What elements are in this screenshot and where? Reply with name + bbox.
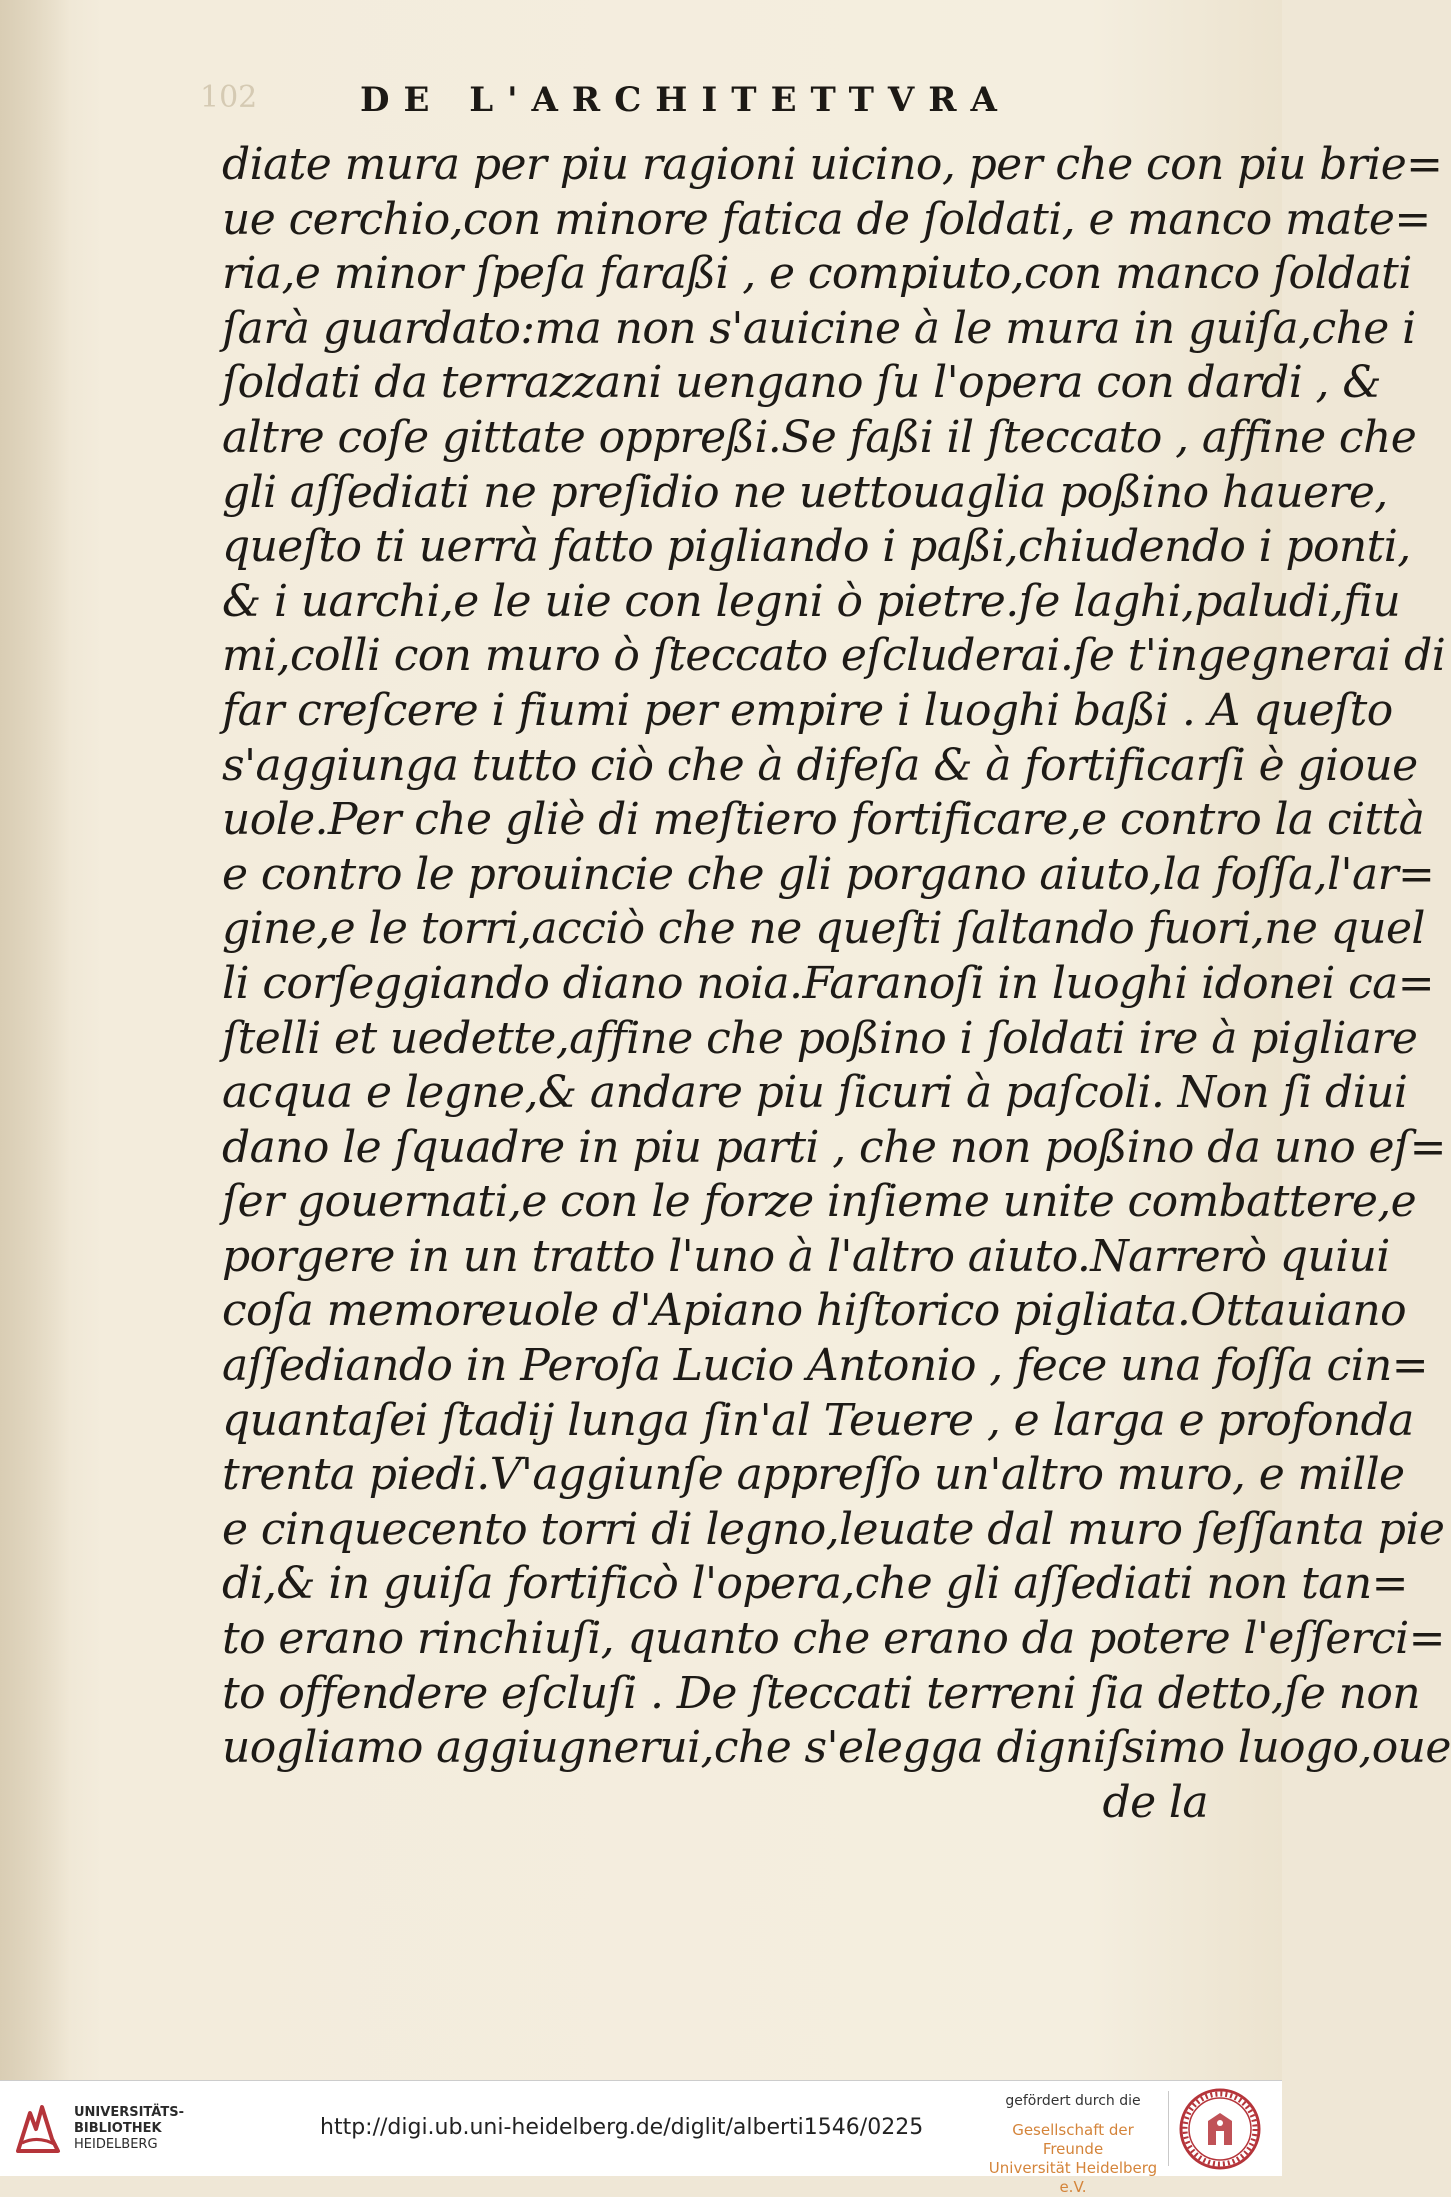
sponsor-name-line1[interactable]: Gesellschaft der Freunde	[1012, 2121, 1134, 2158]
university-seal-icon[interactable]	[1178, 2087, 1262, 2171]
sponsor-block	[980, 2093, 1166, 2197]
text-line: ſoldati da terrazzani uengano ſu l'opera con dardi , &	[222, 357, 1381, 409]
library-name-line3: HEIDELBERG	[74, 2137, 158, 2152]
library-name-line1: UNIVERSITÄTS-	[74, 2105, 184, 2120]
text-line: acqua e legne,& andare piu ſicuri à paſcoli. Non ſi diui	[222, 1067, 1408, 1119]
text-line: mi,colli con muro ò ſteccato eſcluderai.ſe t'ingegnerai di	[222, 630, 1446, 682]
catchword: de la	[1102, 1776, 1208, 1828]
gutter-shadow	[0, 0, 70, 2080]
text-line: ſtelli et uedette,affine che poßino i ſoldati ire à pigliare	[222, 1012, 1418, 1064]
text-line: gine,e le torri,acciò che ne queſti ſaltando fuori,ne quel	[222, 903, 1425, 955]
text-line: & i uarchi,e le uie con legni ò pietre.ſe laghi,paludi,fiu	[222, 575, 1401, 627]
running-title: DE L'ARCHITETTVRA	[360, 80, 1011, 120]
text-line: uole.Per che gliè di meſtiero fortificare,e contro la città	[222, 794, 1425, 846]
text-line: diate mura per piu ragioni uicino, per che con piu brie=	[222, 139, 1443, 190]
text-line: ſarà guardato:ma non s'auicine à le mura in guiſa,che i	[222, 302, 1416, 354]
text-line: ue cerchio,con minore fatica de ſoldati, e manco mate=	[222, 193, 1431, 245]
text-line: di,& in guiſa fortificò l'opera,che gli aſſediati non tan=	[222, 1558, 1408, 1610]
text-line: e cinquecento torri di legno,leuate dal muro ſeſſanta pie	[222, 1503, 1445, 1555]
permalink-url[interactable]: http://digi.ub.uni-heidelberg.de/diglit/alberti1546/0225	[320, 2115, 924, 2140]
text-line: quantaſei ſtadij lunga ſin'al Teuere , e larga e profonda	[222, 1394, 1414, 1446]
text-line: s'aggiunga tutto ciò che à difeſa & à fortificarſi è gioue	[222, 739, 1418, 791]
text-line: porgere in un tratto l'uno à l'altro aiuto.Narrerò quiui	[222, 1230, 1390, 1282]
text-line: far creſcere i fiumi per empire i luoghi baßi . A queſto	[222, 684, 1393, 736]
library-name	[74, 2105, 184, 2153]
text-line: e contro le prouincie che gli porgano aiuto,la foſſa,l'ar=	[222, 848, 1435, 900]
text-line: li corſeggiando diano noia.Faranoſi in luoghi idonei ca=	[222, 957, 1435, 1009]
library-name-line2: BIBLIOTHEK	[74, 2121, 162, 2136]
text-line: uogliamo aggiugnerui,che s'elegga digniſsimo luogo,oue	[222, 1722, 1451, 1774]
text-line: to erano rinchiuſi, quanto che erano da potere l'eſſerci=	[222, 1613, 1445, 1665]
text-line: ria,e minor ſpeſa faraßi , e compiuto,con manco ſoldati	[222, 248, 1412, 300]
text-line: altre coſe gittate oppreßi.Se faßi il ſteccato , affine che	[222, 411, 1417, 463]
text-line: gli aſſediati ne preſidio ne uettouaglia poßino hauere,	[222, 466, 1388, 518]
text-line: to offendere eſcluſi . De ſteccati terreni ſia detto,ſe non	[222, 1667, 1421, 1719]
footer-divider	[1168, 2091, 1169, 2166]
body-text	[222, 138, 1451, 1830]
university-library-logo-icon[interactable]	[12, 2099, 64, 2159]
sponsor-name-line2[interactable]: Universität Heidelberg e.V.	[988, 2159, 1158, 2196]
text-line: dano le ſquadre in piu parti , che non poßino da uno eſ=	[222, 1121, 1446, 1173]
sponsor-prefix: gefördert durch die	[1005, 2093, 1141, 2109]
text-line: trenta piedi.V'aggiunſe appreſſo un'altro muro, e mille	[222, 1449, 1405, 1501]
text-line: coſa memoreuole d'Apiano hiſtorico pigliata.Ottauiano	[222, 1285, 1407, 1337]
folio-ghost-number: 102	[200, 80, 258, 115]
text-line: queſto ti uerrà fatto pigliando i paßi,chiudendo i ponti,	[222, 521, 1411, 573]
digitization-footer	[0, 2080, 1282, 2196]
text-line: aſſediando in Peroſa Lucio Antonio , fece una foſſa cin=	[222, 1340, 1429, 1392]
text-line: ſer gouernati,e con le forze inſieme unite combattere,e	[222, 1176, 1417, 1228]
